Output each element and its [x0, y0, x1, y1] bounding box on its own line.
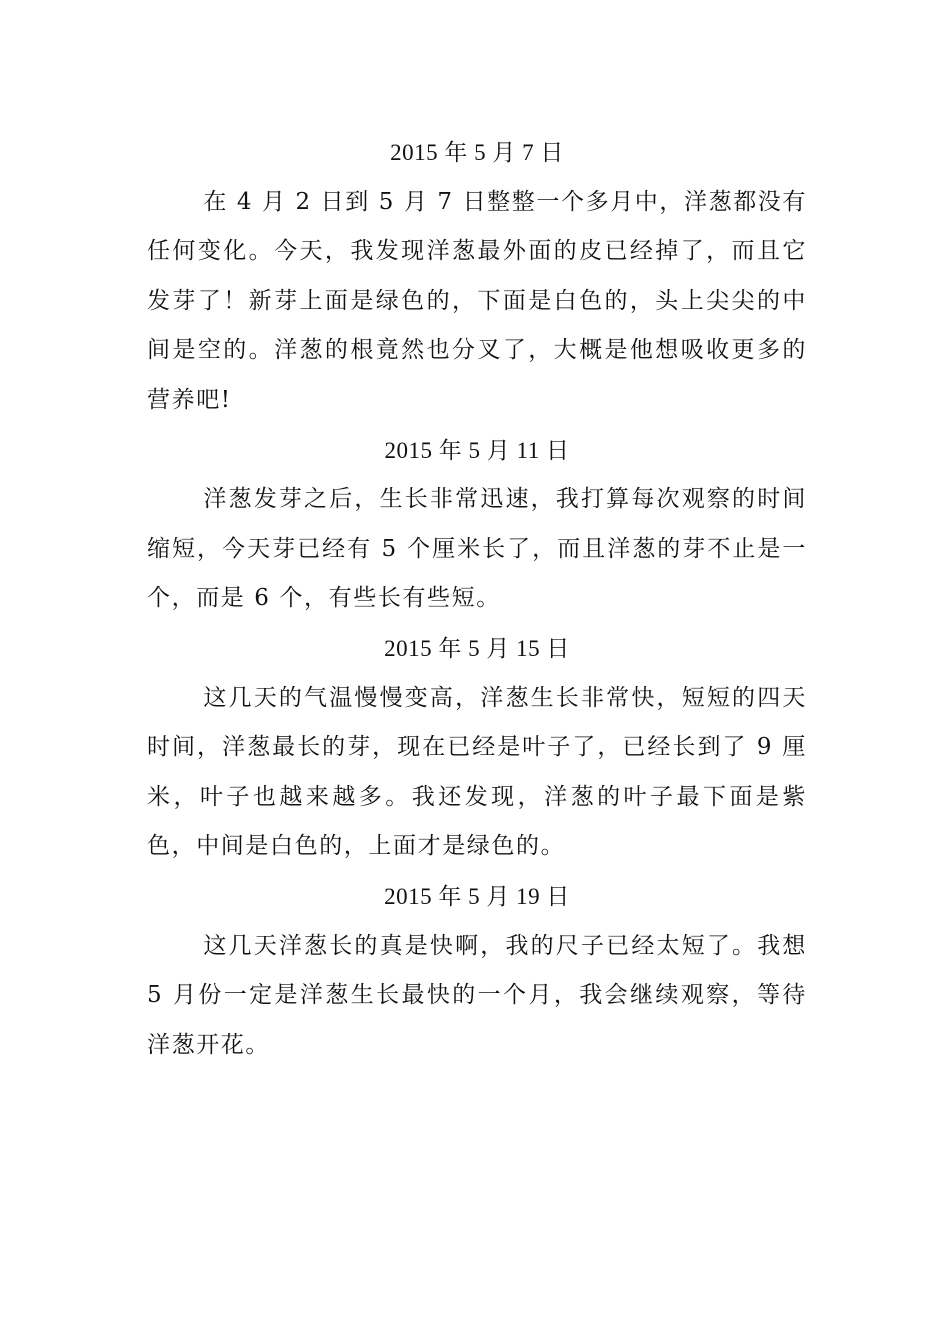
diary-entry	[147, 128, 807, 426]
entry-date: 2015 年 5 月 11 日	[384, 437, 570, 463]
diary-content	[147, 128, 807, 1070]
entry-date: 2015 年 5 月 7 日	[390, 140, 564, 165]
entry-body: 这几天洋葱长的真是快啊，我的尺子已经太短了。我想 5 月份一定是洋葱生长最快的一个月，我会继续观察，等待洋葱开花。	[147, 932, 807, 1058]
entry-body: 洋葱发芽之后，生长非常迅速，我打算每次观察的时间缩短，今天芽已经有 5 个厘米长了，而且洋葱的芽不止是一个，而是 6 个，有些长有些短。	[147, 486, 807, 612]
entry-body: 在 4 月 2 日到 5 月 7 日整整一个多月中，洋葱都没有任何变化。今天，我发现洋葱最外面的皮已经掉了，而且它发芽了！新芽上面是绿色的，下面是白色的，头上尖尖的中间是空的。洋葱的根竟然也分叉了，大概是他想吸收更多的营养吧!	[147, 188, 807, 413]
diary-entry	[147, 624, 807, 872]
entry-body: 这几天的气温慢慢变高，洋葱生长非常快，短短的四天时间，洋葱最长的芽，现在已经是叶子了，已经长到了 9 厘米，叶子也越来越多。我还发现，洋葱的叶子最下面是紫色，中间是白色的，上面才是绿色的。	[147, 684, 807, 860]
diary-entry	[147, 426, 807, 624]
diary-entry	[147, 872, 807, 1070]
entry-date: 2015 年 5 月 19 日	[384, 883, 570, 909]
entry-date: 2015 年 5 月 15 日	[384, 635, 570, 661]
